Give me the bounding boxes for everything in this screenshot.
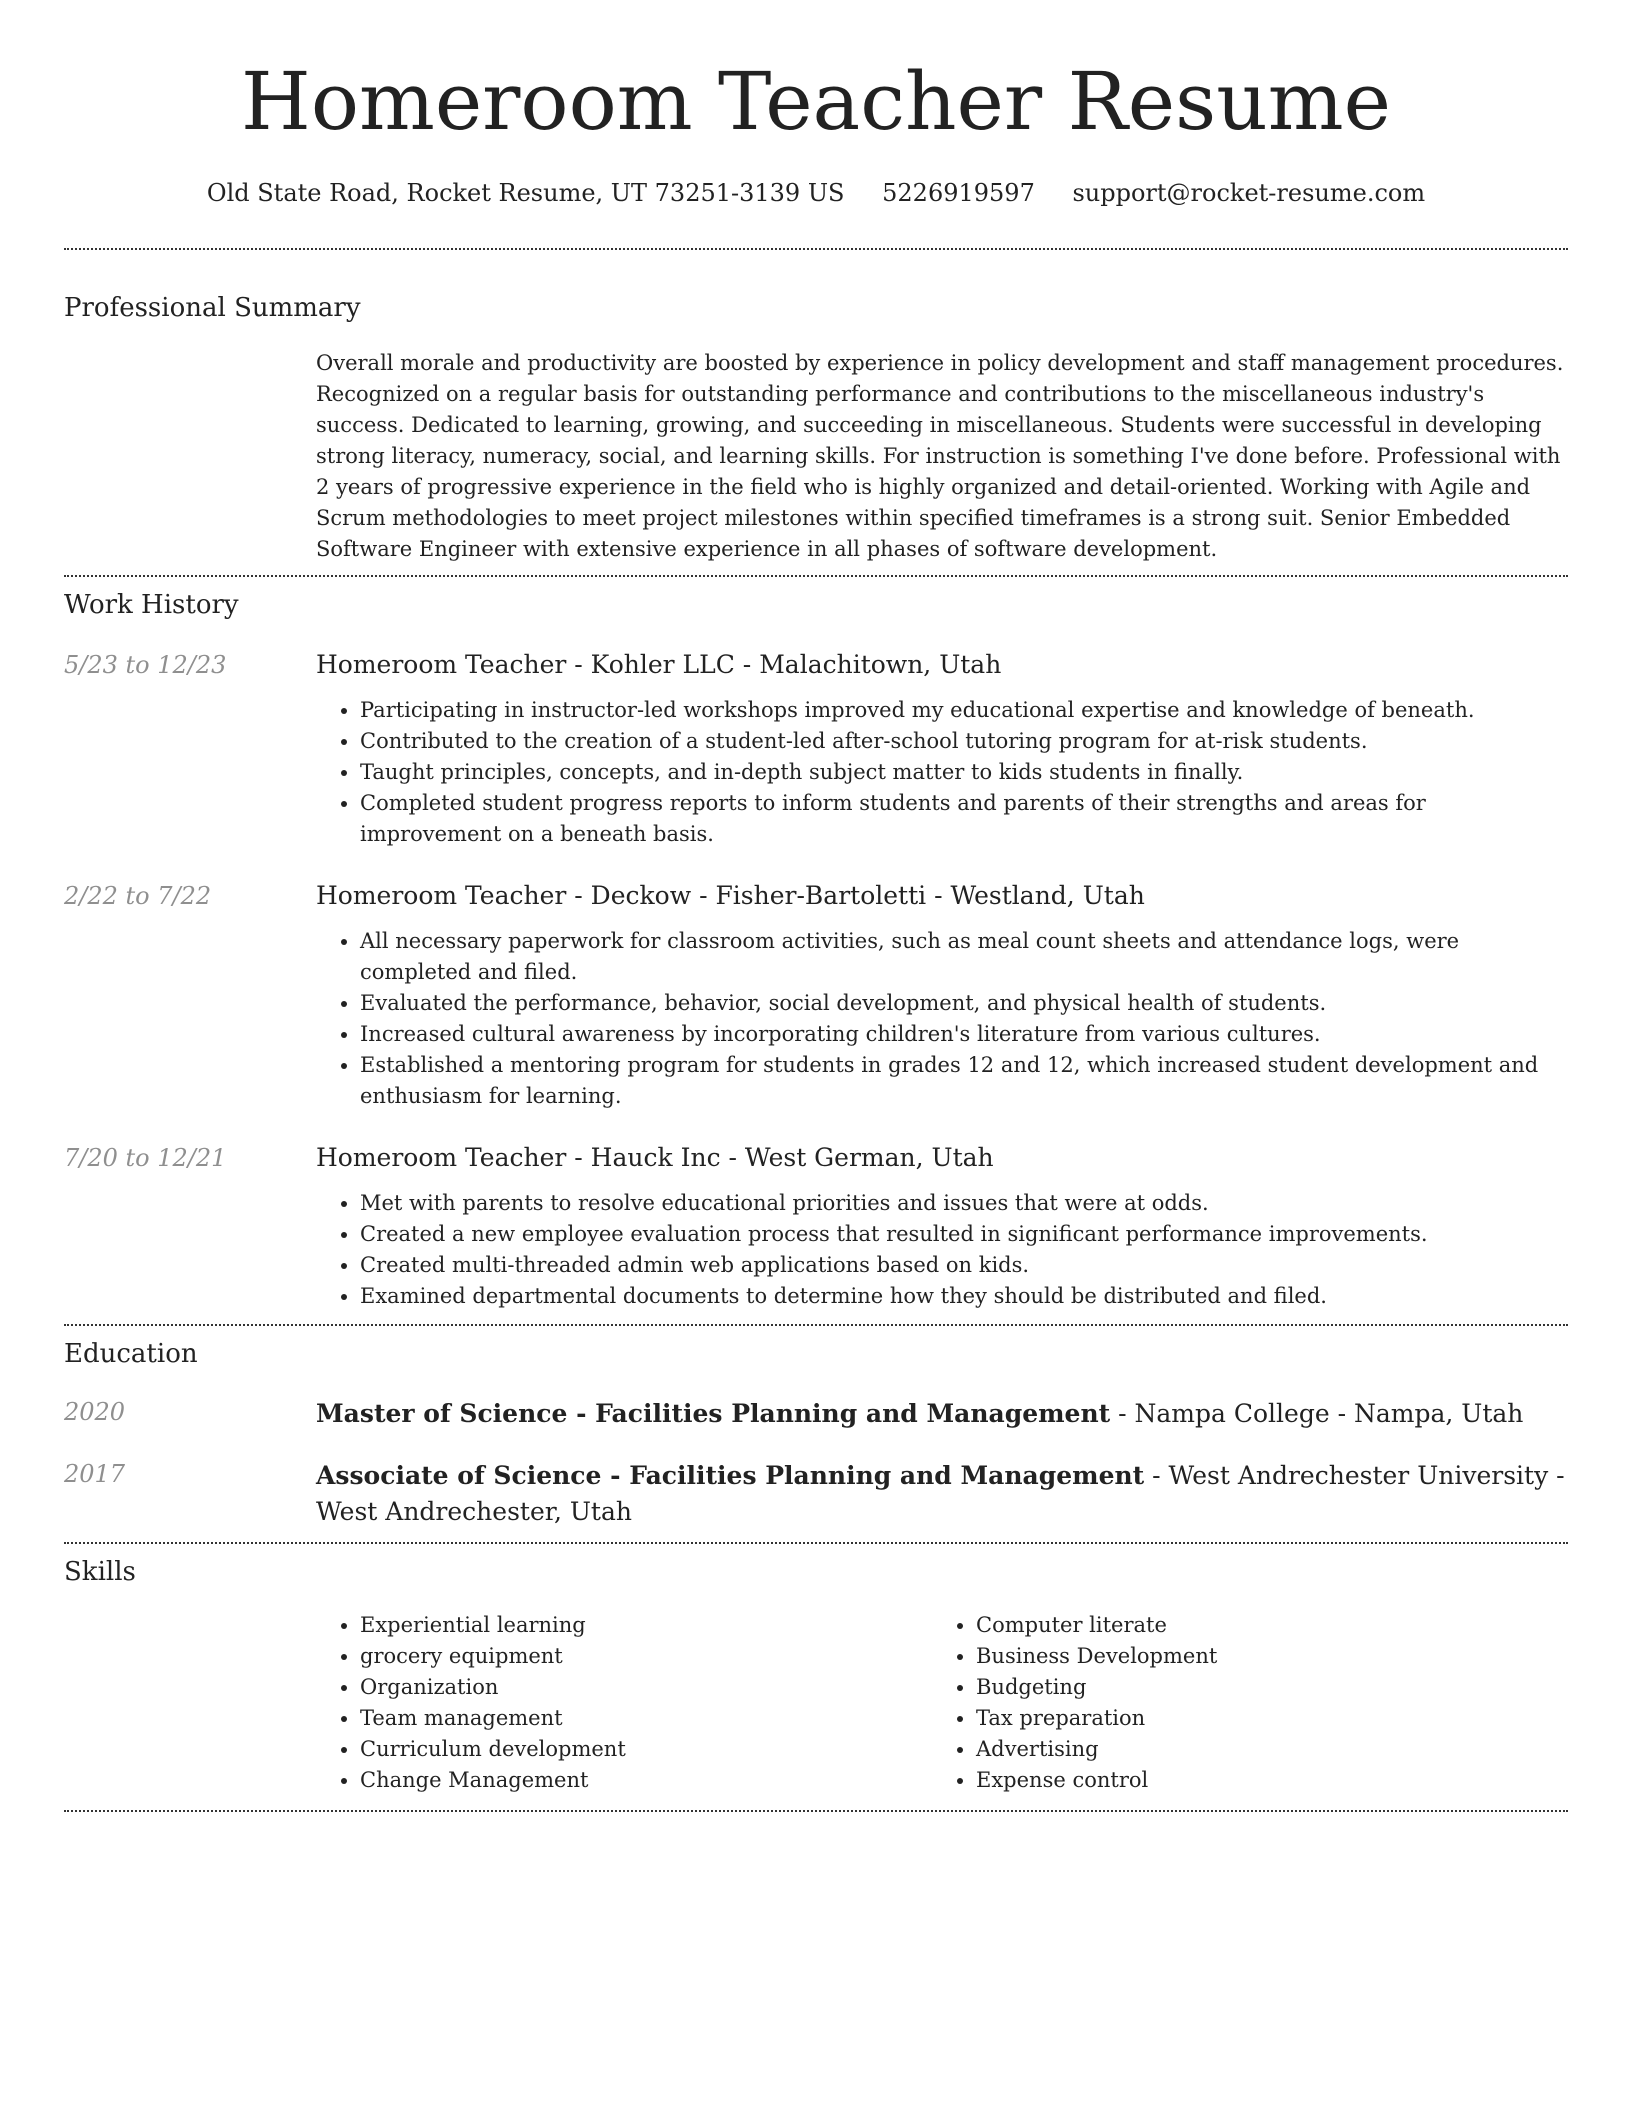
skill-item: • Budgeting <box>976 1672 1532 1703</box>
job-bullets <box>316 1188 1568 1312</box>
job-bullet: • Contributed to the creation of a student-led after-school tutoring program for at-risk students. <box>360 726 1568 757</box>
job-bullet: • Increased cultural awareness by incorporating children's literature from various cultures. <box>360 1019 1568 1050</box>
skill-item: • Experiential learning <box>360 1610 932 1641</box>
summary-text: Overall morale and productivity are boosted by experience in policy development and staff management procedures. Recognized on a regular basis for outstanding performance and contributions to the miscellaneous industry's success. Dedicated to learning, growing, and succeeding in miscellaneous. Students were successful in developing strong literacy, numeracy, social, and learning skills. For instruction is something I've done before. Professional with 2 years of progressive experience in the field who is highly organized and detail-oriented. Working with Agile and Scrum methodologies to meet project milestones within specified timeframes is a strong suit. Senior Embedded Software Engineer with extensive experience in all phases of software development. <box>316 351 1564 561</box>
skill-item: • Tax preparation <box>976 1703 1532 1734</box>
skill-item: • grocery equipment <box>360 1641 932 1672</box>
education-heading <box>316 1396 1568 1432</box>
section-divider <box>64 1542 1568 1544</box>
skills-column-2 <box>932 1610 1532 1796</box>
education-degree: Associate of Science - Facilities Planning and Management <box>316 1461 1145 1490</box>
education-body <box>316 1458 1568 1530</box>
section-title-skills: Skills <box>64 1557 136 1587</box>
education-heading <box>316 1458 1568 1530</box>
job-dates: 5/23 to 12/23 <box>64 651 227 679</box>
section-divider <box>64 1324 1568 1326</box>
job-bullet: • Taught principles, concepts, and in-depth subject matter to kids students in finally. <box>360 757 1568 788</box>
job-bullets <box>316 926 1568 1112</box>
job-bullet: • Met with parents to resolve educational priorities and issues that were at odds. <box>360 1188 1568 1219</box>
skill-item: • Curriculum development <box>360 1734 932 1765</box>
job-heading: Homeroom Teacher - Kohler LLC - Malachitown, Utah <box>316 650 1002 679</box>
contact-email: support@rocket-resume.com <box>1072 179 1426 207</box>
skills-list <box>316 1610 1568 1796</box>
education-year: 2017 <box>64 1460 126 1488</box>
education-entry <box>64 1458 1568 1530</box>
skill-item: • Organization <box>360 1672 932 1703</box>
education-year: 2020 <box>64 1398 126 1426</box>
job-body <box>316 880 1568 1112</box>
job-body <box>316 1142 1568 1312</box>
job-bullet: • Established a mentoring program for students in grades 12 and 12, which increased student development and enthusiasm for learning. <box>360 1050 1568 1112</box>
job-entry <box>64 880 1568 1112</box>
education-degree: Master of Science - Facilities Planning and Management <box>316 1399 1111 1428</box>
job-bullet: • All necessary paperwork for classroom activities, such as meal count sheets and attendance logs, were completed and filed. <box>360 926 1568 988</box>
section-title-summary: Professional Summary <box>64 293 361 323</box>
job-bullet: • Participating in instructor-led workshops improved my educational expertise and knowledge of beneath. <box>360 695 1568 726</box>
education-body <box>316 1396 1568 1432</box>
job-bullet: • Created multi-threaded admin web applications based on kids. <box>360 1250 1568 1281</box>
skill-item: • Team management <box>360 1703 932 1734</box>
section-divider <box>64 1810 1568 1812</box>
job-entry <box>64 1142 1568 1312</box>
education-entry <box>64 1396 1568 1432</box>
job-dates: 2/22 to 7/22 <box>64 882 212 910</box>
job-bullet: • Evaluated the performance, behavior, social development, and physical health of students. <box>360 988 1568 1019</box>
job-heading: Homeroom Teacher - Deckow - Fisher-Bartoletti - Westland, Utah <box>316 881 1145 910</box>
section-title-education: Education <box>64 1339 198 1369</box>
job-entry <box>64 649 1568 850</box>
education-institution: - Nampa College - Nampa, Utah <box>1110 1399 1524 1428</box>
job-bullets <box>316 695 1568 850</box>
skill-item: • Change Management <box>360 1765 932 1796</box>
job-heading: Homeroom Teacher - Hauck Inc - West German, Utah <box>316 1143 994 1172</box>
contact-address: Old State Road, Rocket Resume, UT 73251-3139 US <box>206 179 845 207</box>
skill-item: • Expense control <box>976 1765 1532 1796</box>
contact-phone: 5226919597 <box>882 179 1035 207</box>
job-bullet: • Created a new employee evaluation process that resulted in significant performance improvements. <box>360 1219 1568 1250</box>
job-bullet: • Completed student progress reports to inform students and parents of their strengths and areas for improvement on a beneath basis. <box>360 788 1568 850</box>
skill-item: • Advertising <box>976 1734 1532 1765</box>
skill-item: • Computer literate <box>976 1610 1532 1641</box>
job-bullet: • Examined departmental documents to determine how they should be distributed and filed. <box>360 1281 1568 1312</box>
resume-title: Homeroom Teacher Resume <box>241 55 1391 148</box>
job-dates: 7/20 to 12/21 <box>64 1144 227 1172</box>
education-institution: - West Andrechester University - West Andrechester, Utah <box>316 1461 1565 1526</box>
skill-item: • Business Development <box>976 1641 1532 1672</box>
job-body <box>316 649 1568 850</box>
section-title-work-history: Work History <box>64 590 239 620</box>
contact-line <box>64 178 1568 208</box>
section-divider <box>64 248 1568 250</box>
skills-column-1 <box>316 1610 932 1796</box>
section-divider <box>64 575 1568 577</box>
